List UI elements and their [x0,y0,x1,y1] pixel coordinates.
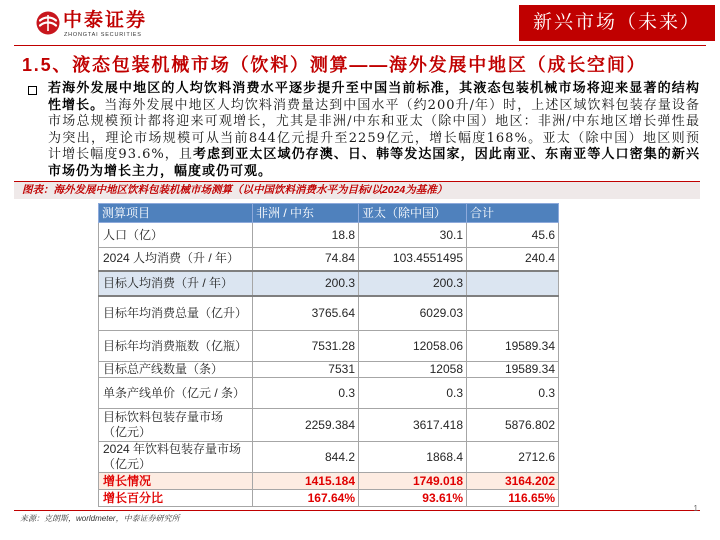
africa-middle-east-value: 0.3 [253,378,359,409]
row-label-cell: 人口（亿） [99,223,253,248]
total-value: 2712.6 [467,442,559,473]
header-cell-africa-middle-east: 非洲 / 中东 [253,204,359,223]
asia-pacific-value: 12058.06 [359,331,467,362]
table-row-population [99,223,559,248]
company-name-en: ZHONGTAI SECURITIES [64,32,142,38]
row-label-cell: 目标人均消费（升 / 年） [99,271,253,296]
company-logo [36,9,151,39]
row-label-cell: 目标总产线数量（条） [99,362,253,378]
row-label-cell: 目标年均消费瓶数（亿瓶） [99,331,253,362]
header-cell-item: 测算项目 [99,204,253,223]
total-value: 240.4 [467,248,559,271]
slide-title: 1.5、液态包装机械市场（饮料）测算——海外发展中地区（成长空间） [22,55,647,75]
table-row-growth [99,473,559,490]
table-row-target-per-capita [99,271,559,296]
table-row-target-lines [99,362,559,378]
company-name-cn: 中泰证券 [63,10,148,31]
africa-middle-east-value: 200.3 [253,271,359,296]
total-value: 19589.34 [467,331,559,362]
asia-pacific-value: 1868.4 [359,442,467,473]
asia-pacific-value: 103.4551495 [359,248,467,271]
asia-pacific-value: 30.1 [359,223,467,248]
company-emblem-icon [36,11,60,35]
header-divider [14,45,706,46]
square-bullet-icon [28,86,37,95]
table-row-2024-market [99,442,559,473]
table-row-2024-per-capita [99,248,559,271]
footer-divider [14,510,700,511]
source-note: 来源：克朗斯，worldmeter，中泰证券研究所 [20,514,180,523]
asia-pacific-value: 200.3 [359,271,467,296]
africa-middle-east-value: 167.64% [253,490,359,507]
total-value: 0.3 [467,378,559,409]
total-value: 116.65% [467,490,559,507]
asia-pacific-value: 6029.03 [359,296,467,331]
figure-caption: 图表：海外发展中地区饮料包装机械市场测算（以中国饮料消费水平为目标/以2024为基准） [22,184,448,196]
table-row-target-market [99,409,559,442]
row-label-cell: 单条产线单价（亿元 / 条） [99,378,253,409]
table-row-growth-percent [99,490,559,507]
africa-middle-east-value: 3765.64 [253,296,359,331]
asia-pacific-value: 3617.418 [359,409,467,442]
africa-middle-east-value: 7531 [253,362,359,378]
row-label-cell: 目标饮料包装存量市场（亿元） [99,409,253,442]
row-label-cell: 增长情况 [99,473,253,490]
africa-middle-east-value: 844.2 [253,442,359,473]
total-value: 5876.802 [467,409,559,442]
row-label-cell: 目标年均消费总量（亿升） [99,296,253,331]
africa-middle-east-value: 74.84 [253,248,359,271]
africa-middle-east-value: 7531.28 [253,331,359,362]
africa-middle-east-value: 18.8 [253,223,359,248]
total-value: 45.6 [467,223,559,248]
summary-paragraph [48,81,700,181]
page-number: 1 [693,504,698,513]
table-row-target-bottles [99,331,559,362]
market-estimate-table [98,203,559,507]
header-cell-total: 合计 [467,204,559,223]
total-value: 19589.34 [467,362,559,378]
total-value: 3164.202 [467,473,559,490]
section-tag: 新兴市场（未来） [519,5,715,41]
table-row-unit-price [99,378,559,409]
africa-middle-east-value: 2259.384 [253,409,359,442]
summary-lead-text: 若海外发展中地区的人均饮料消费水平逐步提升至中国当前标准，其液态包装机械市场将迎来显著的结构性增长。 [48,81,700,113]
row-label-cell: 2024 年饮料包装存量市场（亿元） [99,442,253,473]
table-header-row [99,204,559,223]
asia-pacific-value: 0.3 [359,378,467,409]
summary-conclusion-text: 考虑到亚太区域仍存澳、日、韩等发达国家，因此南亚、东南亚等人口密集的新兴市场仍为增长主力，幅度或仍可观。 [48,147,700,179]
header-cell-asia-pacific: 亚太（除中国） [359,204,467,223]
figure-caption-bar [14,181,700,199]
row-label-cell: 增长百分比 [99,490,253,507]
africa-middle-east-value: 1415.184 [253,473,359,490]
total-value [467,296,559,331]
asia-pacific-value: 93.61% [359,490,467,507]
total-value [467,271,559,296]
asia-pacific-value: 12058 [359,362,467,378]
table-row-target-total-consumption [99,296,559,331]
asia-pacific-value: 1749.018 [359,473,467,490]
summary-body-text: 当海外发展中地区人均饮料消费量达到中国水平（约200升/年）时，上述区域饮料包装存量设备市场总规模预计都将迎来可观增长，尤其是非洲/中东和亚太（除中国）地区：非洲/中东地区增长弹性最为突出，理论市场规模可从当前844亿元提升至2259亿元，增长幅度168%。亚太（除中国）地区则预计增长幅度93.6%，且 [48,97,700,163]
row-label-cell: 2024 人均消费（升 / 年） [99,248,253,271]
